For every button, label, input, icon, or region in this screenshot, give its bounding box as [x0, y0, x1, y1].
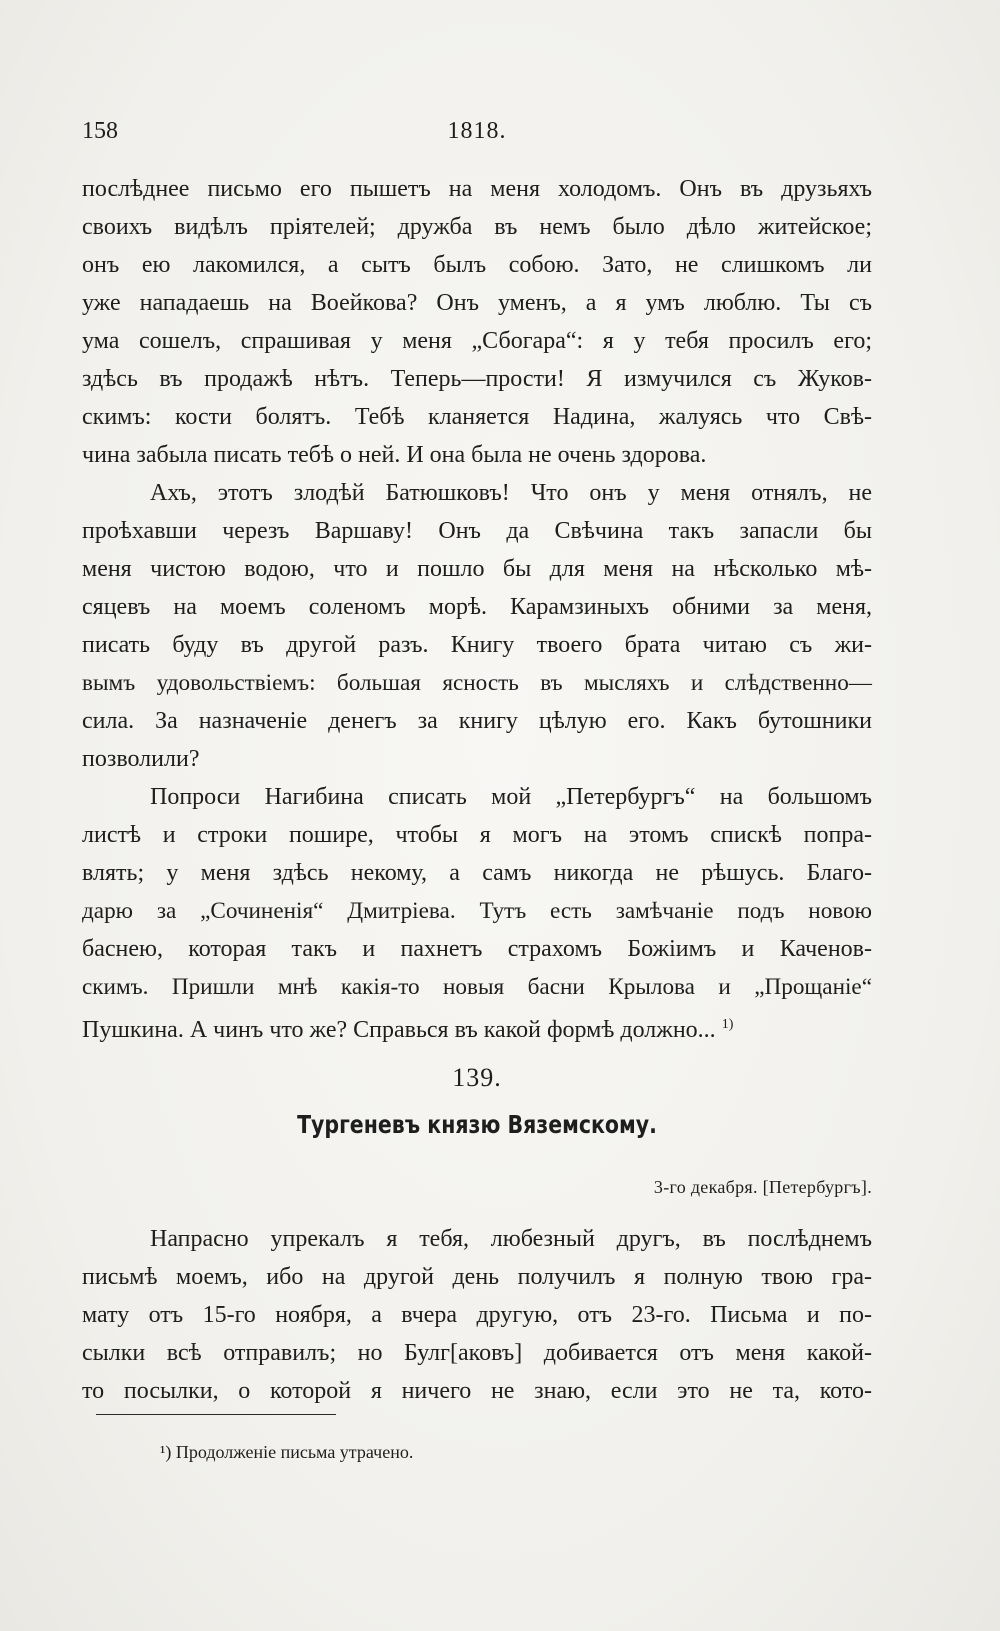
text-line: письмѣ моемъ, ибо на другой день получилъ я полную твою гра-: [82, 1264, 872, 1290]
text-line: то посылки, о которой я ничего не знаю, если это не та, кото-: [82, 1378, 872, 1404]
text-line-last: [82, 1006, 872, 1044]
footnote-marker: 1): [721, 1017, 734, 1032]
text-line: листѣ и строки пошире, чтобы я могъ на этомъ спискѣ попра-: [82, 822, 872, 848]
running-head: [82, 118, 872, 152]
footnote: ¹) Продолженіе письма утрачено.: [160, 1442, 414, 1462]
text-line: скимъ. Пришли мнѣ какія-то новыя басни Крылова и „Прощаніе“: [82, 974, 872, 1000]
text-line: влять; у меня здѣсь некому, а самъ никогда не рѣшусь. Благо-: [82, 860, 872, 886]
footnote-rule: [96, 1414, 336, 1415]
text-line: здѣсь въ продажѣ нѣтъ. Теперь—прости! Я измучился съ Жуков-: [82, 366, 872, 392]
text-line: своихъ видѣлъ пріятелей; дружба въ немъ было дѣло житейское;: [82, 214, 872, 240]
text-line: баснею, которая такъ и пахнетъ страхомъ Божіимъ и Каченов-: [82, 936, 872, 962]
text-line: чина забыла писать тебѣ о ней. И она была не очень здорова.: [82, 442, 707, 468]
text-line: мату отъ 15-го ноября, а вчера другую, отъ 23-го. Письма и по-: [82, 1302, 872, 1328]
text-line: проѣхавши черезъ Варшаву! Онъ да Свѣчина такъ запасли бы: [82, 518, 872, 544]
text-line: Напрасно упрекалъ я тебя, любезный другъ, въ послѣднемъ: [150, 1226, 872, 1252]
text-line: сяцевъ на моемъ соленомъ морѣ. Карамзиныхъ обними за меня,: [82, 594, 872, 620]
running-year: 1818.: [447, 118, 507, 144]
text-line: писать буду въ другой разъ. Книгу твоего брата читаю съ жи-: [82, 632, 872, 658]
text-line: позволили?: [82, 746, 200, 772]
letter-heading: Тургеневъ князю Вяземскому.: [297, 1110, 657, 1139]
text-line-content: Пушкина. А чинъ что же? Справься въ какой формѣ должно...: [82, 1017, 716, 1043]
text-line: меня чистою водою, что и пошло бы для меня на нѣсколько мѣ-: [82, 556, 872, 582]
letter-date: 3-го декабря. [Петербургъ].: [653, 1177, 872, 1197]
letter-number: 139.: [452, 1063, 502, 1092]
text-line: дарю за „Сочиненія“ Дмитріева. Тутъ есть замѣчаніе подъ новою: [82, 898, 872, 924]
text-line: сила. За назначеніе денегъ за книгу цѣлую его. Какъ бутошники: [82, 708, 872, 734]
text-line: скимъ: кости болятъ. Тебѣ кланяется Надина, жалуясь что Свѣ-: [82, 404, 872, 430]
text-line: онъ ею лакомился, а сытъ былъ собою. Зато, не слишкомъ ли: [82, 252, 872, 278]
text-line: уже нападаешь на Воейкова? Онъ уменъ, а я умъ люблю. Ты съ: [82, 290, 872, 316]
text-line: Ахъ, этотъ злодѣй Батюшковъ! Что онъ у меня отнялъ, не: [150, 480, 872, 506]
text-line: вымъ удовольствіемъ: большая ясность въ мысляхъ и слѣдственно—: [82, 670, 872, 696]
text-line: послѣднее письмо его пышетъ на меня холодомъ. Онъ въ друзьяхъ: [82, 176, 872, 202]
text-line: Попроси Нагибина списать мой „Петербургъ“ на большомъ: [150, 784, 872, 810]
text-line: ума сошелъ, спрашивая у меня „Сбогара“: я у тебя просилъ его;: [82, 328, 872, 354]
page-number: 158: [82, 118, 118, 144]
text-line: сылки всѣ отправилъ; но Булг[аковъ] добивается отъ меня какой-: [82, 1340, 872, 1366]
